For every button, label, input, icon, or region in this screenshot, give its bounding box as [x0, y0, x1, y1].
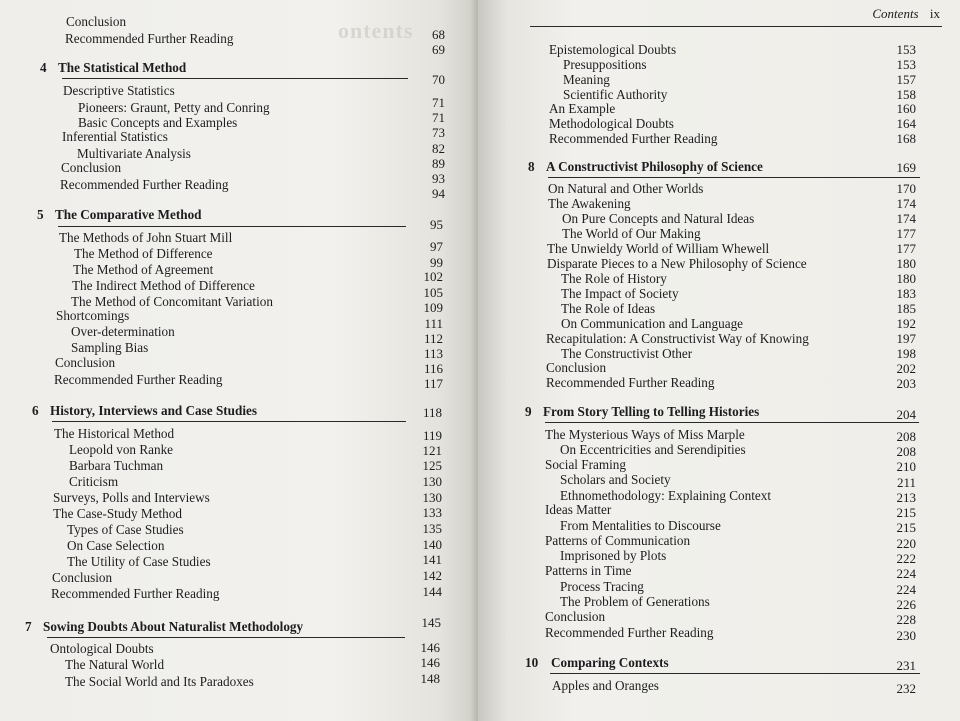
page-number: 146: [420, 655, 440, 670]
toc-entry: Conclusion: [55, 355, 116, 370]
page-number: 197: [896, 331, 916, 346]
page-number: 113: [423, 346, 443, 361]
toc-entry: The Role of History: [561, 271, 667, 286]
page-number: 164: [896, 116, 916, 131]
chapter-title: The Comparative Method: [55, 207, 202, 222]
chapter-title: History, Interviews and Case Studies: [50, 403, 257, 418]
chapter-heading: [37, 207, 202, 222]
chapter-number: 4: [40, 60, 47, 75]
toc-entry: Basic Concepts and Examples: [78, 115, 238, 130]
page-number: 71: [432, 110, 445, 125]
page-number: 204: [896, 407, 916, 422]
toc-entry: The Method of Difference: [74, 246, 213, 261]
page-number: 144: [422, 584, 442, 599]
toc-entry: Conclusion: [52, 570, 113, 585]
page-number: 145: [421, 615, 441, 630]
page-number: 157: [896, 72, 916, 87]
running-head: [872, 6, 940, 22]
toc-entry: Recommended Further Reading: [546, 375, 715, 390]
toc-entry: Recommended Further Reading: [545, 625, 714, 640]
page-number: 93: [432, 171, 445, 186]
toc-entry: From Mentalities to Discourse: [560, 518, 721, 533]
chapter-heading: [25, 619, 303, 634]
page-number: 117: [423, 376, 443, 391]
chapter-number: 9: [525, 404, 532, 419]
running-head-title: Contents: [872, 6, 919, 21]
page-number: 69: [432, 42, 445, 57]
page-number: 133: [422, 505, 442, 520]
toc-entry: Conclusion: [546, 360, 607, 375]
page-number: 170: [896, 181, 916, 196]
page-number: 215: [896, 505, 916, 520]
page-number: 228: [896, 612, 916, 627]
chapter-title: A Constructivist Philosophy of Science: [546, 159, 763, 174]
page-number: 232: [896, 681, 916, 696]
toc-entry: Descriptive Statistics: [63, 83, 175, 98]
toc-entry: Methodological Doubts: [549, 116, 674, 131]
toc-entry: Apples and Oranges: [552, 678, 659, 693]
page-number: 168: [896, 131, 916, 146]
toc-entry: The Case-Study Method: [53, 506, 182, 521]
page-number: 198: [896, 346, 916, 361]
page-number: 153: [896, 42, 916, 57]
page-number: 89: [432, 156, 445, 171]
folio: ix: [929, 6, 940, 21]
toc-entry: Ideas Matter: [545, 502, 612, 517]
page-number: 192: [896, 316, 916, 331]
toc-entry: On Case Selection: [67, 538, 165, 553]
chapter-heading: [525, 655, 669, 670]
page-number: 215: [896, 520, 916, 535]
toc-entry: Meaning: [563, 72, 610, 87]
page-number: 230: [896, 628, 916, 643]
toc-entry: Patterns in Time: [545, 563, 632, 578]
toc-entry: Recommended Further Reading: [54, 372, 223, 387]
page-number: 71: [432, 95, 445, 110]
toc-entry: The Method of Agreement: [73, 262, 214, 277]
toc-entry: Sampling Bias: [71, 340, 149, 355]
chapter-number: 8: [528, 159, 535, 174]
page-number: 125: [422, 458, 442, 473]
toc-entry: The Unwieldy World of William Whewell: [547, 241, 770, 256]
toc-entry: The Method of Concomitant Variation: [71, 294, 273, 309]
toc-entry: An Example: [549, 101, 616, 116]
toc-entry: Leopold von Ranke: [69, 442, 174, 457]
page-number: 116: [423, 361, 443, 376]
chapter-rule: [52, 421, 406, 422]
toc-entry: The Methods of John Stuart Mill: [59, 230, 233, 245]
toc-entry: Shortcomings: [56, 308, 130, 323]
toc-entry: The Natural World: [65, 657, 165, 672]
page-number: 119: [422, 428, 442, 443]
page-number: 130: [422, 474, 442, 489]
page-number: 177: [896, 226, 916, 241]
page-number: 95: [430, 217, 443, 232]
toc-entry: The World of Our Making: [562, 226, 701, 241]
page-number: 121: [422, 443, 442, 458]
page-number: 70: [432, 72, 445, 87]
show-through-text: ontents: [338, 18, 414, 43]
chapter-title: From Story Telling to Telling Histories: [543, 404, 760, 419]
page-number: 140: [422, 537, 442, 552]
toc-entry: The Social World and Its Paradoxes: [65, 674, 254, 689]
toc-entry: Process Tracing: [560, 579, 644, 594]
page-number: 118: [422, 405, 442, 420]
toc-entry: Social Framing: [545, 457, 626, 472]
page-number: 94: [432, 186, 445, 201]
toc-entry: Conclusion: [545, 609, 606, 624]
toc-entry: Ontological Doubts: [50, 641, 154, 656]
chapter-heading: [528, 159, 763, 174]
page-number: 109: [423, 300, 443, 315]
toc-entry: The Utility of Case Studies: [67, 554, 211, 569]
toc-entry: On Communication and Language: [561, 316, 744, 331]
page-number: 158: [896, 87, 916, 102]
page-number: 177: [896, 241, 916, 256]
toc-entry: Recommended Further Reading: [549, 131, 718, 146]
toc-entry: Conclusion: [66, 14, 127, 29]
toc-entry: The Historical Method: [54, 426, 175, 441]
page-number: 169: [896, 160, 916, 175]
page-number: 135: [422, 521, 442, 536]
toc-entry: Barbara Tuchman: [69, 458, 164, 473]
toc-entry: Scientific Authority: [563, 87, 668, 102]
chapter-title: Comparing Contexts: [551, 655, 669, 670]
toc-entry: Recapitulation: A Constructivist Way of Knowing: [546, 331, 809, 346]
chapter-rule: [58, 226, 406, 227]
page-number: 102: [423, 269, 443, 284]
page-number: 111: [424, 316, 443, 331]
chapter-heading: [40, 60, 186, 75]
page-number: 153: [896, 57, 916, 72]
page-number: 220: [896, 536, 916, 551]
page-number: 203: [896, 376, 916, 391]
chapter-number: 10: [525, 655, 539, 670]
page-number: 112: [423, 331, 443, 346]
toc-entry: The Problem of Generations: [560, 594, 710, 609]
toc-entry: Multivariate Analysis: [77, 146, 191, 161]
page-number: 185: [896, 301, 916, 316]
page-number: 105: [423, 285, 443, 300]
chapter-heading: [525, 404, 759, 419]
toc-entry: On Natural and Other Worlds: [548, 181, 704, 196]
toc-entry: Ethnomethodology: Explaining Context: [560, 488, 771, 503]
chapter-number: 6: [32, 403, 39, 418]
page-number: 231: [896, 658, 916, 673]
page-number: 224: [896, 566, 916, 581]
page-number: 180: [896, 271, 916, 286]
page-number: 82: [432, 141, 445, 156]
chapter-number: 5: [37, 207, 44, 222]
chapter-number: 7: [25, 619, 32, 634]
chapter-title: The Statistical Method: [58, 60, 187, 75]
toc-entry: The Indirect Method of Difference: [72, 278, 255, 293]
toc-entry: Over-determination: [71, 324, 175, 339]
chapter-rule: [545, 422, 919, 423]
chapter-rule: [550, 673, 920, 674]
chapter-rule: [548, 177, 920, 178]
header-rule: [530, 26, 942, 27]
page-number: 226: [896, 597, 916, 612]
chapter-title: Sowing Doubts About Naturalist Methodology: [43, 619, 304, 634]
page-number: 202: [896, 361, 916, 376]
toc-entry: Presuppositions: [563, 57, 647, 72]
page-number: 224: [896, 582, 916, 597]
page-number: 142: [422, 568, 442, 583]
toc-entry: Scholars and Society: [560, 472, 671, 487]
toc-entry: Pioneers: Graunt, Petty and Conring: [78, 100, 270, 115]
page-number: 183: [896, 286, 916, 301]
toc-entry: Disparate Pieces to a New Philosophy of Science: [547, 256, 807, 271]
toc-entry: Surveys, Polls and Interviews: [53, 490, 210, 505]
toc-entry: Inferential Statistics: [62, 129, 168, 144]
toc-entry: Recommended Further Reading: [51, 586, 220, 601]
page-number: 148: [420, 671, 440, 686]
page-number: 130: [422, 490, 442, 505]
page-number: 180: [896, 256, 916, 271]
toc-entry: The Awakening: [548, 196, 631, 211]
toc-entry: Imprisoned by Plots: [560, 548, 667, 563]
page-number: 99: [430, 255, 443, 270]
toc-entry: Recommended Further Reading: [65, 31, 234, 46]
left-page: [0, 0, 478, 721]
toc-entry: On Pure Concepts and Natural Ideas: [562, 211, 755, 226]
page-number: 97: [430, 239, 443, 254]
right-page: [478, 0, 960, 721]
toc-entry: Patterns of Communication: [545, 533, 691, 548]
chapter-rule: [62, 78, 408, 79]
toc-entry: Types of Case Studies: [67, 522, 184, 537]
page-number: 210: [896, 459, 916, 474]
toc-entry: On Eccentricities and Serendipities: [560, 442, 746, 457]
toc-entry: The Impact of Society: [561, 286, 679, 301]
page-number: 222: [896, 551, 916, 566]
page-number: 146: [420, 640, 440, 655]
chapter-rule: [47, 637, 405, 638]
page-number: 68: [432, 27, 445, 42]
page-number: 160: [896, 101, 916, 116]
toc-entry: The Role of Ideas: [561, 301, 656, 316]
toc-entry: The Mysterious Ways of Miss Marple: [545, 427, 745, 442]
page-number: 211: [896, 475, 916, 490]
page-number: 141: [422, 552, 442, 567]
toc-entry: The Constructivist Other: [561, 346, 693, 361]
page-number: 174: [896, 196, 916, 211]
page-number: 174: [896, 211, 916, 226]
page-number: 208: [896, 444, 916, 459]
page-number: 213: [896, 490, 916, 505]
toc-entry: Criticism: [69, 474, 119, 489]
toc-entry: Conclusion: [61, 160, 122, 175]
page-number: 208: [896, 429, 916, 444]
toc-entry: Recommended Further Reading: [60, 177, 229, 192]
chapter-heading: [32, 403, 257, 418]
toc-entry: Epistemological Doubts: [549, 42, 677, 57]
page-number: 73: [432, 125, 445, 140]
